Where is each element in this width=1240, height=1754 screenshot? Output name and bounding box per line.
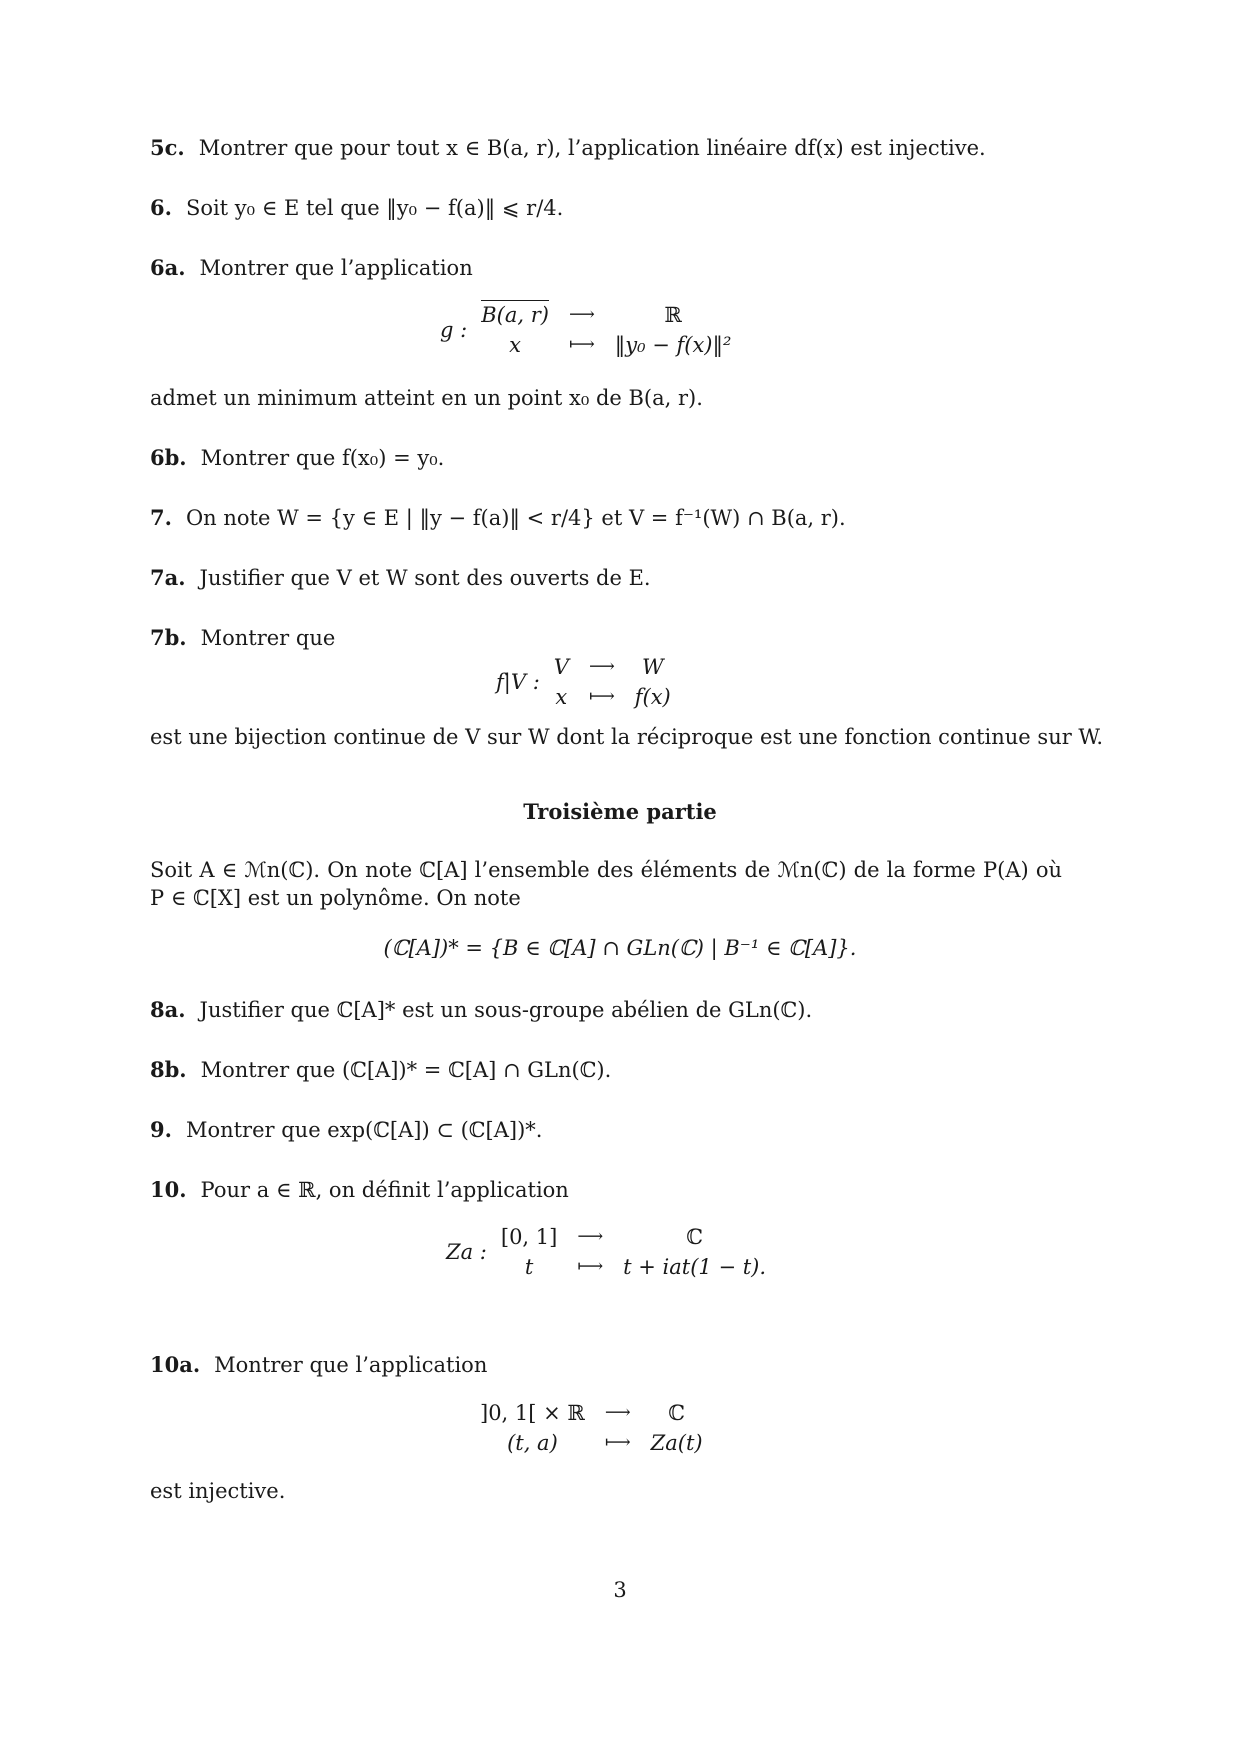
map-variable: (t, a) <box>507 1431 558 1455</box>
section-heading: Troisième partie <box>523 799 717 824</box>
question-number: 7b. <box>150 625 187 650</box>
question-text: On note W = {y ∈ E | ‖y − f(a)‖ < r/4} et V = f⁻¹(W) ∩ B(a, r). <box>185 506 846 530</box>
question-number: 5c. <box>150 135 185 160</box>
question-number: 6. <box>150 195 172 220</box>
question-number: 8b. <box>150 1057 187 1082</box>
question-10a-conclusion: est injective. <box>150 1479 286 1503</box>
question-text: Montrer que f(x₀) = y₀. <box>200 446 445 470</box>
question-number: 6a. <box>150 255 186 280</box>
question-7 <box>150 504 846 532</box>
question-7b-conclusion: est une bijection continue de V sur W dont la réciproque est une fonction continue sur W. <box>150 725 1104 749</box>
map-image: t + iat(1 − t). <box>623 1255 767 1279</box>
map-label: Za : <box>446 1240 487 1264</box>
question-text: Montrer que <box>200 626 336 650</box>
question-9 <box>150 1116 542 1144</box>
question-text: Justifier que V et W sont des ouverts de E. <box>199 566 651 590</box>
map-codomain: ℂ <box>668 1401 685 1425</box>
map-domain: [0, 1] <box>500 1225 558 1249</box>
map-domain: V <box>553 655 569 679</box>
map-arrow: ⟶ <box>568 304 595 325</box>
map-image: f(x) <box>634 685 671 709</box>
map-image: ‖y₀ − f(x)‖² <box>614 333 732 357</box>
intro-line-2: P ∈ ℂ[X] est un polynôme. On note <box>150 886 521 910</box>
question-text: Montrer que (ℂ[A])* = ℂ[A] ∩ GLn(ℂ). <box>200 1058 612 1082</box>
map-image: Za(t) <box>650 1431 703 1455</box>
question-number: 10a. <box>150 1352 201 1377</box>
question-7a <box>150 564 651 592</box>
question-number: 9. <box>150 1117 172 1142</box>
map-za <box>436 1222 776 1282</box>
map-arrow: ⟶ <box>577 1226 604 1247</box>
question-6a <box>150 254 473 282</box>
question-8b <box>150 1056 611 1084</box>
question-number: 7a. <box>150 565 186 590</box>
question-number: 10. <box>150 1177 187 1202</box>
map-arrow: ⟼ <box>568 334 595 355</box>
question-10 <box>150 1176 569 1204</box>
question-text: Pour a ∈ ℝ, on définit l’application <box>200 1178 569 1202</box>
question-6a-conclusion: admet un minimum atteint en un point x₀ de B(a, r). <box>150 386 703 410</box>
intro-paragraph <box>150 856 1062 912</box>
question-6b <box>150 444 444 472</box>
definition-display: (ℂ[A])* = {B ∈ ℂ[A] ∩ GLn(ℂ) | B⁻¹ ∈ ℂ[A]}. <box>383 936 857 960</box>
map-g <box>430 300 741 360</box>
map-codomain: ℝ <box>664 303 682 327</box>
map-arrow: ⟼ <box>588 686 615 707</box>
question-number: 8a. <box>150 997 186 1022</box>
map-domain: ]0, 1[ × ℝ <box>480 1401 585 1425</box>
question-number: 6b. <box>150 445 187 470</box>
map-domain: B(a, r) <box>481 300 549 327</box>
question-text: Justifier que ℂ[A]* est un sous-groupe abélien de GLn(ℂ). <box>199 998 813 1022</box>
intro-line-1: Soit A ∈ ℳn(ℂ). On note ℂ[A] l’ensemble des éléments de ℳn(ℂ) de la forme P(A) où <box>150 858 1062 882</box>
question-text: Montrer que exp(ℂ[A]) ⊂ (ℂ[A])*. <box>185 1118 543 1142</box>
map-label: f|V : <box>496 670 540 694</box>
question-8a <box>150 996 812 1024</box>
question-6 <box>150 194 563 222</box>
map-variable: x <box>509 333 521 357</box>
question-number: 7. <box>150 505 172 530</box>
map-arrow: ⟶ <box>588 656 615 677</box>
question-7b <box>150 624 335 652</box>
map-f-restricted <box>486 652 681 712</box>
question-text: Montrer que pour tout x ∈ B(a, r), l’application linéaire df(x) est injective. <box>198 136 986 160</box>
question-text: Montrer que l’application <box>214 1353 488 1377</box>
question-text: Soit y₀ ∈ E tel que ‖y₀ − f(a)‖ ⩽ r/4. <box>185 196 564 220</box>
map-arrow: ⟼ <box>577 1256 604 1277</box>
map-label: g : <box>440 318 468 342</box>
map-arrow: ⟼ <box>604 1432 631 1453</box>
question-10a <box>150 1351 487 1379</box>
map-variable: t <box>524 1255 534 1279</box>
question-text: Montrer que l’application <box>199 256 473 280</box>
page-number: 3 <box>613 1578 627 1602</box>
question-5c <box>150 134 986 162</box>
map-codomain: ℂ <box>686 1225 703 1249</box>
map-variable: x <box>555 685 568 709</box>
map-codomain: W <box>641 655 664 679</box>
map-product <box>470 1398 713 1458</box>
map-arrow: ⟶ <box>604 1402 631 1423</box>
